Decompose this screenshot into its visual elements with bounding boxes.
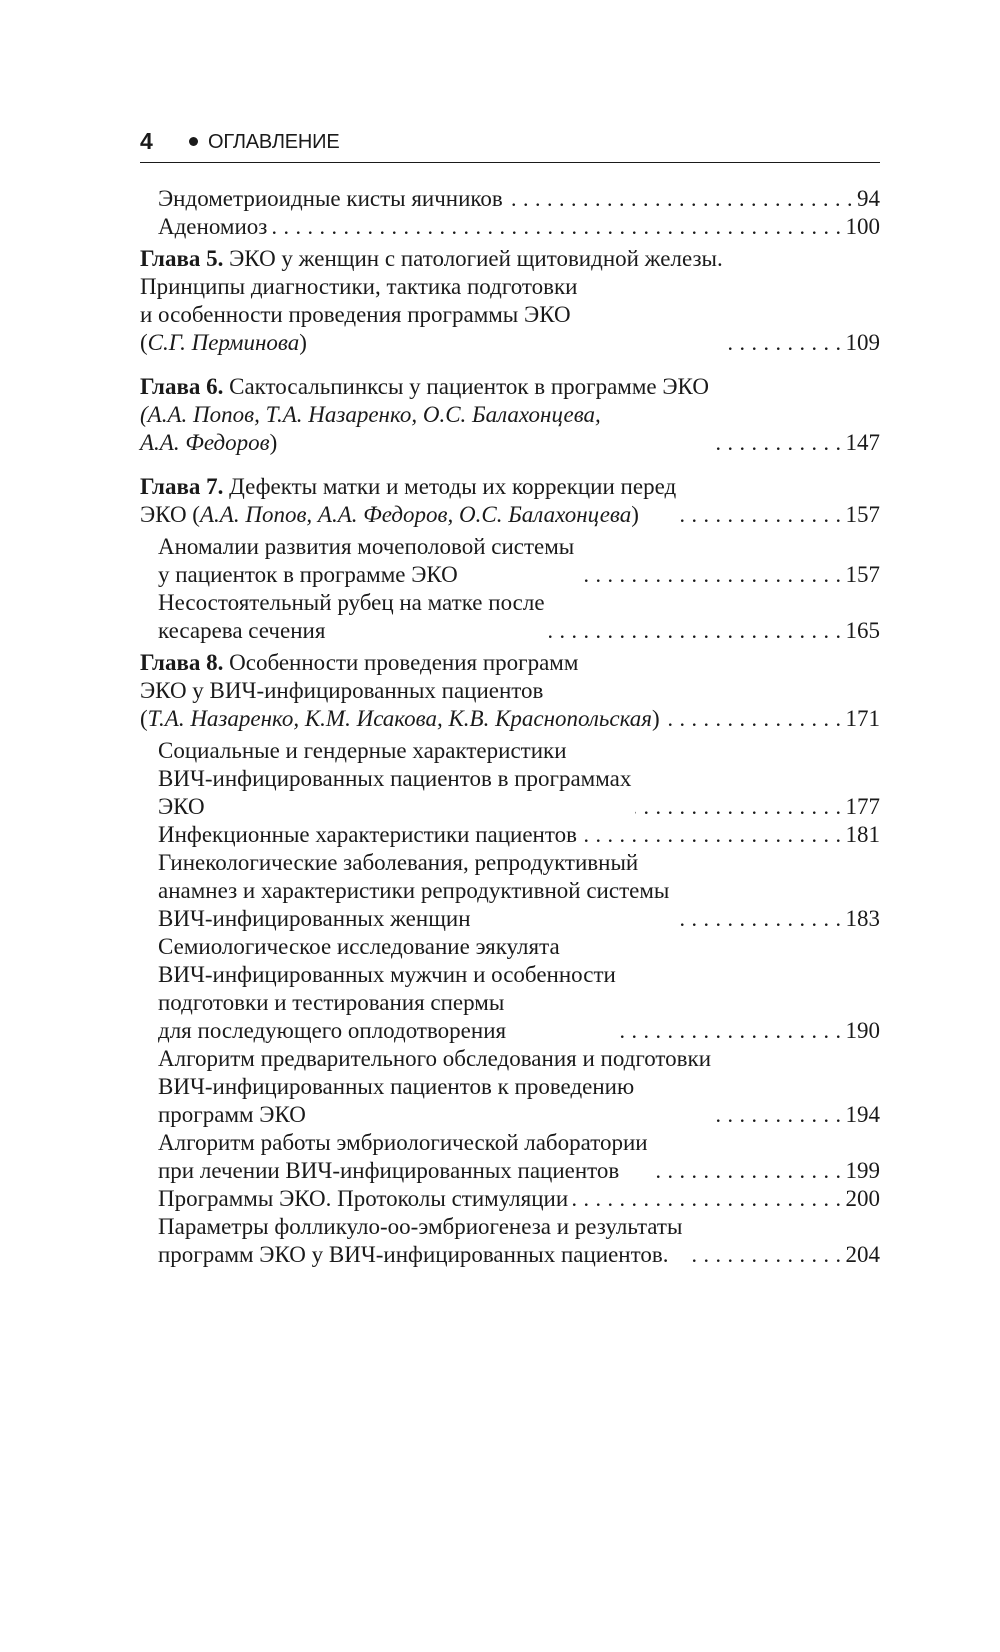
toc-page-ref: 157 bbox=[845, 562, 880, 587]
dot-leader bbox=[713, 429, 842, 457]
paren-open: ( bbox=[140, 330, 148, 355]
toc-entry[interactable] bbox=[140, 849, 880, 933]
dot-leader bbox=[715, 1101, 841, 1129]
running-header bbox=[140, 128, 880, 163]
toc-entry[interactable] bbox=[140, 821, 880, 849]
toc-chapter-8[interactable] bbox=[140, 649, 880, 733]
toc-entry-title: Алгоритм предварительного обследования и подготовки ВИЧ-инфицированных пациентов к проведению программ ЭКО bbox=[158, 1046, 712, 1127]
toc-entry-title: Эндометриоидные кисты яичников bbox=[158, 186, 503, 211]
toc-entry[interactable] bbox=[140, 589, 880, 645]
dot-leader bbox=[271, 213, 841, 241]
table-of-contents bbox=[140, 185, 880, 1269]
toc-entry-title: Несостоятельный рубец на матке после кесарева сечения bbox=[158, 590, 545, 643]
paren-close: ) bbox=[652, 706, 660, 731]
toc-entry-title: Аденомиоз bbox=[158, 214, 268, 239]
toc-entry[interactable] bbox=[140, 1129, 880, 1185]
toc-entry[interactable] bbox=[140, 737, 880, 821]
dot-leader bbox=[652, 1157, 842, 1185]
toc-page-ref: 109 bbox=[845, 330, 880, 355]
toc-entry[interactable] bbox=[140, 185, 880, 213]
toc-entry[interactable] bbox=[140, 1213, 880, 1269]
toc-page-ref: 165 bbox=[845, 618, 880, 643]
dot-leader bbox=[581, 821, 842, 849]
toc-page-ref: 183 bbox=[845, 906, 880, 931]
chapter-authors: Т.А. Назаренко, К.М. Исакова, К.В. Краснопольская bbox=[147, 706, 652, 731]
paren-close: ) bbox=[631, 502, 639, 527]
chapter-title-line: Дефекты матки и методы их коррекции перед bbox=[229, 474, 677, 499]
toc-page-ref: 100 bbox=[845, 214, 880, 239]
chapter-title-line: Принципы диагностики, тактика подготовки bbox=[140, 274, 578, 299]
dot-leader bbox=[727, 329, 842, 357]
dot-leader bbox=[620, 1017, 842, 1045]
toc-entry[interactable] bbox=[140, 533, 880, 589]
toc-page-ref: 204 bbox=[845, 1242, 880, 1267]
toc-chapter-6[interactable] bbox=[140, 373, 880, 457]
paren-close: ) bbox=[269, 430, 278, 455]
dot-leader bbox=[578, 561, 841, 589]
chapter-title-line: ЭКО ( bbox=[140, 502, 200, 527]
toc-entry-title: Гинекологические заболевания, репродуктивный анамнез и характеристики репродуктивной системы ВИЧ-инфицированных женщин bbox=[158, 850, 670, 931]
dot-leader bbox=[572, 1185, 841, 1213]
toc-chapter-5[interactable] bbox=[140, 245, 880, 357]
dot-leader bbox=[549, 617, 842, 645]
toc-entry-title: Алгоритм работы эмбриологической лаборатории при лечении ВИЧ-инфицированных пациентов bbox=[158, 1130, 648, 1183]
toc-chapter-title bbox=[140, 473, 676, 529]
chapter-title-line: и особенности проведения программы ЭКО bbox=[140, 302, 571, 327]
toc-page-ref: 94 bbox=[857, 186, 880, 211]
toc-entry-title: Программы ЭКО. Протоколы стимуляции bbox=[158, 1186, 569, 1211]
chapter-authors: А.А. Попов, А.А. Федоров, О.С. Балахонцева bbox=[199, 502, 632, 527]
dot-leader bbox=[673, 905, 841, 933]
chapter-label: Глава 5. bbox=[140, 246, 224, 271]
toc-page-ref: 181 bbox=[845, 822, 880, 847]
chapter-title-line: ЭКО у женщин с патологией щитовидной железы. bbox=[229, 246, 723, 271]
bullet-icon bbox=[189, 137, 198, 146]
chapter-authors: (А.А. Попов, Т.А. Назаренко, О.С. Балахонцева, bbox=[140, 402, 601, 427]
toc-page-ref: 147 bbox=[845, 430, 880, 455]
chapter-label: Глава 8. bbox=[140, 650, 224, 675]
toc-chapter-title bbox=[140, 245, 723, 357]
chapter-label: Глава 6. bbox=[140, 374, 224, 399]
toc-page-ref: 177 bbox=[845, 794, 880, 819]
chapter-title-line: ЭКО у ВИЧ-инфицированных пациентов bbox=[140, 678, 544, 703]
toc-entry[interactable] bbox=[140, 1045, 880, 1129]
dot-leader bbox=[635, 793, 841, 821]
toc-entry-title: Параметры фолликуло-оо-эмбриогенеза и результаты программ ЭКО у ВИЧ-инфицированных пациентов. bbox=[158, 1214, 683, 1267]
toc-page-ref: 200 bbox=[845, 1186, 880, 1211]
dot-leader bbox=[686, 1241, 841, 1269]
toc-page-ref: 157 bbox=[845, 502, 880, 527]
toc-entry[interactable] bbox=[140, 933, 880, 1045]
toc-chapter-title bbox=[140, 373, 709, 457]
toc-entry[interactable] bbox=[140, 213, 880, 241]
dot-leader bbox=[680, 501, 841, 529]
toc-page-ref: 199 bbox=[845, 1158, 880, 1183]
toc-entry-title: Инфекционные характеристики пациентов bbox=[158, 822, 577, 847]
chapter-title-line: Сактосальпинксы у пациенток в программе ЭКО bbox=[229, 374, 709, 399]
toc-chapter-title bbox=[140, 649, 660, 733]
toc-entry-title: Семиологическое исследование эякулята ВИЧ-инфицированных мужчин и особенности подготовки и тестирования спермы для последующего оплодотворения bbox=[158, 934, 616, 1043]
chapter-title-line: Особенности проведения программ bbox=[229, 650, 579, 675]
toc-page-ref: 171 bbox=[845, 706, 880, 731]
toc-page-ref: 194 bbox=[845, 1102, 880, 1127]
paren-open: ( bbox=[140, 706, 148, 731]
dot-leader bbox=[507, 185, 853, 213]
chapter-authors: С.Г. Перминова bbox=[147, 330, 300, 355]
toc-entry-title: Социальные и гендерные характеристики ВИЧ-инфицированных пациентов в программах ЭКО bbox=[158, 738, 632, 819]
section-title: ОГЛАВЛЕНИЕ bbox=[208, 131, 340, 153]
toc-page-ref: 190 bbox=[845, 1018, 880, 1043]
toc-entry[interactable] bbox=[140, 1185, 880, 1213]
chapter-authors: А.А. Федоров bbox=[140, 430, 270, 455]
paren-close: ) bbox=[299, 330, 307, 355]
chapter-label: Глава 7. bbox=[140, 474, 224, 499]
toc-chapter-7[interactable] bbox=[140, 473, 880, 529]
dot-leader bbox=[664, 705, 842, 733]
toc-entry-title: Аномалии развития мочеполовой системы у пациенток в программе ЭКО bbox=[158, 534, 575, 587]
page-number: 4 bbox=[140, 128, 153, 154]
